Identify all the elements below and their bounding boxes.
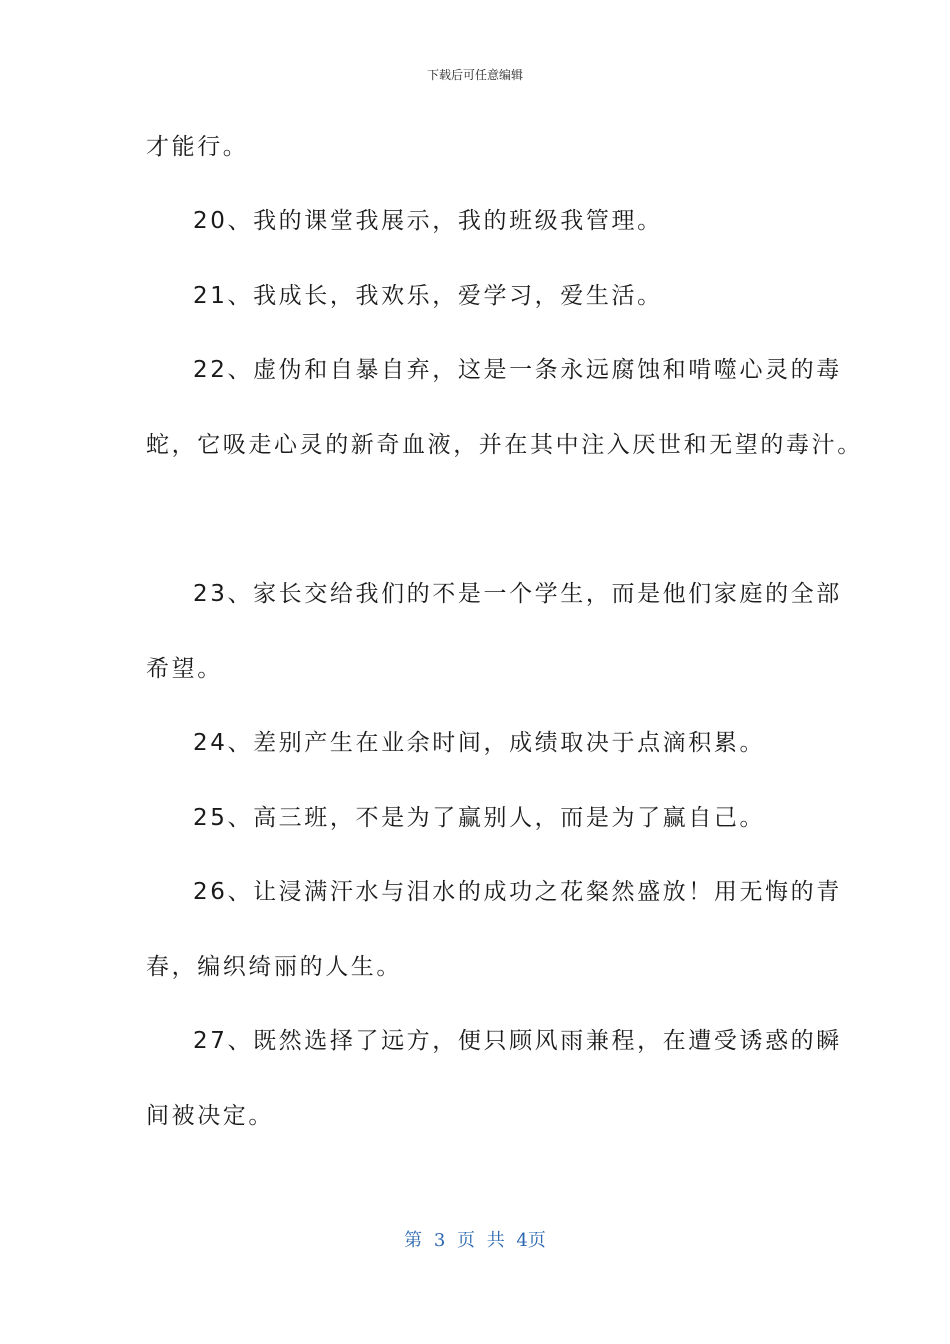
text-line: 26、让浸满汗水与泪水的成功之花粲然盛放！用无悔的青 <box>193 879 842 905</box>
text-line: 希望。 <box>146 656 223 682</box>
text-line: 20、我的课堂我展示，我的班级我管理。 <box>193 208 663 234</box>
text-line: 24、差别产生在业余时间，成绩取决于点滴积累。 <box>193 730 766 756</box>
text-line: 才能行。 <box>146 134 249 160</box>
header-note: 下载后可任意编辑 <box>426 68 523 82</box>
page-number: 第 3 页 共 4页 <box>404 1230 546 1251</box>
text-line: 春，编织绮丽的人生。 <box>146 954 402 980</box>
text-line: 27、既然选择了远方，便只顾风雨兼程，在遭受诱惑的瞬 <box>193 1028 842 1054</box>
text-line: 22、虚伪和自暴自弃，这是一条永远腐蚀和啃噬心灵的毒 <box>193 357 842 383</box>
text-line: 蛇，它吸走心灵的新奇血液，并在其中注入厌世和无望的毒汁。 <box>146 432 863 458</box>
text-line: 间被决定。 <box>146 1103 274 1129</box>
text-line: 21、我成长，我欢乐，爱学习，爱生活。 <box>193 283 663 309</box>
text-line: 23、家长交给我们的不是一个学生，而是他们家庭的全部 <box>193 581 842 607</box>
text-line: 25、高三班，不是为了赢别人，而是为了赢自己。 <box>193 805 766 831</box>
